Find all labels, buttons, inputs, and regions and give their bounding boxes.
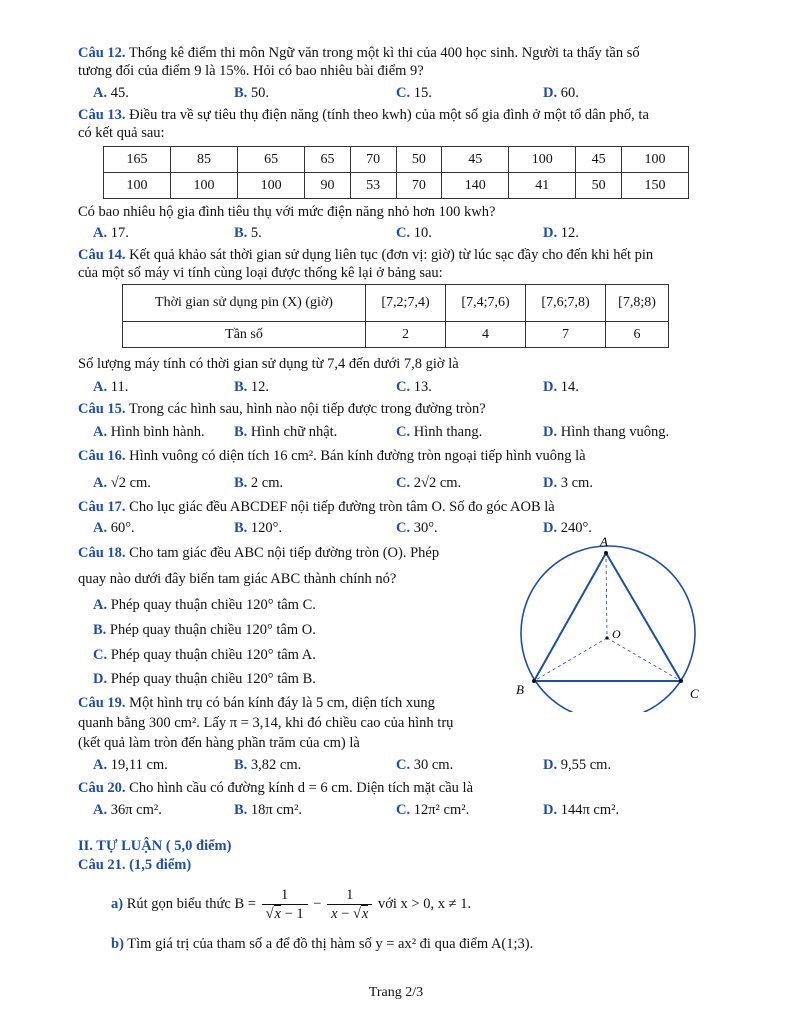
q16-option-c: C. 2√2 cm. xyxy=(396,475,462,491)
q19-line1 xyxy=(78,694,435,712)
q13-option-b: B. 5. xyxy=(234,225,262,241)
table-header: Thời gian sử dụng pin (X) (giờ) xyxy=(123,285,366,322)
q19-option-b: B. 3,82 cm. xyxy=(234,757,302,773)
q17-label: Câu 17. xyxy=(78,499,126,515)
q18-option-c: C. Phép quay thuận chiều 120° tâm A. xyxy=(93,647,316,663)
point-c xyxy=(679,679,683,683)
table-cell: 70 xyxy=(350,147,396,173)
table-cell: [7,4;7,6) xyxy=(446,285,526,322)
table-cell: 4 xyxy=(446,322,526,348)
q14-option-a: A. 11. xyxy=(93,379,129,395)
q20-label: Câu 20. xyxy=(78,780,126,796)
q14-question: Số lượng máy tính có thời gian sử dụng từ 7,4 đến dưới 7,8 giờ là xyxy=(78,356,459,372)
segment-oa xyxy=(606,553,607,638)
q14-text1: Kết quả khảo sát thời gian sử dụng liên tục (đơn vị: giờ) từ lúc sạc đầy cho đến khi hết pin xyxy=(129,247,654,263)
q21-b-text: Tìm giá trị của tham số a để đồ thị hàm số y = ax² đi qua điểm A(1;3). xyxy=(127,936,534,952)
table-cell: [7,2;7,4) xyxy=(366,285,446,322)
q13-table xyxy=(103,146,689,199)
q17-option-c: C. 30°. xyxy=(396,520,438,536)
segment-oc xyxy=(607,638,681,681)
q12-text1: Thống kê điểm thi môn Ngữ văn trong một kì thi của 400 học sinh. Người ta thấy tần số xyxy=(128,45,640,61)
table-cell: 150 xyxy=(621,173,688,199)
triangle-abc xyxy=(534,553,681,681)
q12-label: Câu 12. xyxy=(78,45,126,61)
section-heading: II. TỰ LUẬN ( 5,0 điểm) xyxy=(78,838,232,854)
table-cell: 7 xyxy=(526,322,606,348)
q13-option-a: A. 17. xyxy=(93,225,129,241)
table-cell: 90 xyxy=(305,173,351,199)
table-cell: 100 xyxy=(171,173,238,199)
q21-label: Câu 21. (1,5 điểm) xyxy=(78,857,192,873)
q13-text2: có kết quả sau: xyxy=(78,125,165,141)
q21-a-label: a) xyxy=(111,896,124,912)
table-cell: 65 xyxy=(238,147,305,173)
table-cell: 85 xyxy=(171,147,238,173)
q12-option-b: B. 50. xyxy=(234,85,270,101)
point-a xyxy=(604,551,608,555)
q16-option-b: B. 2 cm. xyxy=(234,475,284,491)
q13-label: Câu 13. xyxy=(78,107,126,123)
q18-text2: quay nào dưới đây biến tam giác ABC thành chính nó? xyxy=(78,571,397,587)
q17-option-b: B. 120°. xyxy=(234,520,283,536)
table-cell: 100 xyxy=(104,173,171,199)
table-cell: 45 xyxy=(576,147,622,173)
q19-option-a: A. 19,11 cm. xyxy=(93,757,168,773)
q20-option-d: D. 144π cm². xyxy=(543,802,620,818)
q21-part-a: a) Rút gọn biểu thức B = $\frac{1}{√x - 1}$ − $\frac{1}{x - √x}$ với x > 0, x ≠ 1. xyxy=(111,887,472,923)
triangle-circle-figure xyxy=(510,532,710,712)
q14-option-d: D. 14. xyxy=(543,379,579,395)
q13-option-d: D. 12. xyxy=(543,225,579,241)
q16-option-d: D. 3 cm. xyxy=(543,475,593,491)
q15-option-b: B. Hình chữ nhật. xyxy=(234,424,338,440)
q16-text: Hình vuông có diện tích 16 cm². Bán kính đường tròn ngoại tiếp hình vuông là xyxy=(129,448,586,464)
q20-option-a: A. 36π cm². xyxy=(93,802,162,818)
page-footer: Trang 2/3 xyxy=(368,985,424,1000)
q14-label: Câu 14. xyxy=(78,247,126,263)
q15-label: Câu 15. xyxy=(78,401,126,417)
q16-option-a: A. √2 cm. xyxy=(93,475,151,491)
q15-option-d: D. Hình thang vuông. xyxy=(543,424,670,440)
q12-option-d: D. 60. xyxy=(543,85,579,101)
q20-option-c: C. 12π² cm². xyxy=(396,802,470,818)
q17-option-a: A. 60°. xyxy=(93,520,135,536)
table-cell: [7,8;8) xyxy=(606,285,669,322)
q15-text: Trong các hình sau, hình nào nội tiếp được trong đường tròn? xyxy=(128,401,486,417)
label-a: A xyxy=(600,534,608,549)
q20-line xyxy=(78,779,473,797)
table-cell: 50 xyxy=(396,147,442,173)
circumcircle xyxy=(521,546,695,712)
q20-option-b: B. 18π cm². xyxy=(234,802,303,818)
q19-option-d: D. 9,55 cm. xyxy=(543,757,612,773)
q13-option-c: C. 10. xyxy=(396,225,432,241)
q18-option-d: D. Phép quay thuận chiều 120° tâm B. xyxy=(93,671,316,687)
q14-option-c: C. 13. xyxy=(396,379,432,395)
q16-label: Câu 16. xyxy=(78,448,126,464)
table-cell: 100 xyxy=(509,147,576,173)
table-cell: 70 xyxy=(396,173,442,199)
q19-text2: quanh bằng 300 cm². Lấy π = 3,14, khi đó chiều cao của hình trụ xyxy=(78,715,454,731)
table-cell: 53 xyxy=(350,173,396,199)
table-cell: 6 xyxy=(606,322,669,348)
q21-a-text: Rút gọn biểu thức B = xyxy=(126,896,256,912)
q17-option-d: D. 240°. xyxy=(543,520,592,536)
fraction-2: $\frac{1}{x - √x}$ xyxy=(327,886,372,923)
q21-part-b xyxy=(111,935,533,953)
q18-text1: Cho tam giác đều ABC nội tiếp đường tròn (O). Phép xyxy=(129,545,440,561)
q21-a-condition: với x > 0, x ≠ 1. xyxy=(377,896,472,912)
table-cell: 65 xyxy=(305,147,351,173)
label-b: B xyxy=(516,682,524,697)
q19-label: Câu 19. xyxy=(78,695,126,711)
q13-text1: Điều tra về sự tiêu thụ điện năng (tính theo kwh) của một số gia đình ở một tổ dân phố, ta xyxy=(129,107,649,123)
q15-line xyxy=(78,400,486,418)
table-cell: 41 xyxy=(509,173,576,199)
q16-line xyxy=(78,447,586,465)
label-o: O xyxy=(612,627,621,641)
table-cell: [7,6;7,8) xyxy=(526,285,606,322)
point-o xyxy=(605,636,608,639)
label-c: C xyxy=(690,686,699,701)
q18-option-a: A. Phép quay thuận chiều 120° tâm C. xyxy=(93,597,316,613)
q14-text2: của một số máy vi tính cùng loại được thống kê lại ở bảng sau: xyxy=(78,265,443,281)
table-cell: 165 xyxy=(104,147,171,173)
q14-option-b: B. 12. xyxy=(234,379,270,395)
q18-label: Câu 18. xyxy=(78,545,126,561)
q13-question: Có bao nhiêu hộ gia đình tiêu thụ với mức điện năng nhỏ hơn 100 kwh? xyxy=(78,204,496,220)
table-cell: 45 xyxy=(442,147,509,173)
table-cell: 50 xyxy=(576,173,622,199)
q12-line1 xyxy=(78,44,640,62)
q19-text1: Một hình trụ có bán kính đáy là 5 cm, diện tích xung xyxy=(129,695,435,711)
q19-option-c: C. 30 cm. xyxy=(396,757,454,773)
q18-option-b: B. Phép quay thuận chiều 120° tâm O. xyxy=(93,622,316,638)
table-cell: 2 xyxy=(366,322,446,348)
fraction-1: $\frac{1}{√x - 1}$ xyxy=(262,886,308,923)
q15-option-c: C. Hình thang. xyxy=(396,424,483,440)
table-cell: 100 xyxy=(621,147,688,173)
q21-b-label: b) xyxy=(111,936,124,952)
table-cell: 100 xyxy=(238,173,305,199)
q17-text: Cho lục giác đều ABCDEF nội tiếp đường tròn tâm O. Số đo góc AOB là xyxy=(129,499,555,515)
q12-option-c: C. 15. xyxy=(396,85,432,101)
q14-line1 xyxy=(78,246,653,264)
q19-text3: (kết quả làm tròn đến hàng phần trăm của cm) là xyxy=(78,735,360,751)
q18-line1 xyxy=(78,544,439,562)
q12-option-a: A. 45. xyxy=(93,85,129,101)
q12-text2: tương đối của điểm 9 là 15%. Hỏi có bao nhiêu bài điểm 9? xyxy=(78,63,424,79)
point-b xyxy=(532,679,536,683)
q17-line xyxy=(78,498,555,516)
table-cell: 140 xyxy=(442,173,509,199)
q20-text: Cho hình cầu có đường kính d = 6 cm. Diện tích mặt cầu là xyxy=(129,780,474,796)
table-header: Tần số xyxy=(123,322,366,348)
q15-option-a: A. Hình bình hành. xyxy=(93,424,205,440)
q14-table xyxy=(122,284,669,348)
q13-line1 xyxy=(78,106,649,124)
